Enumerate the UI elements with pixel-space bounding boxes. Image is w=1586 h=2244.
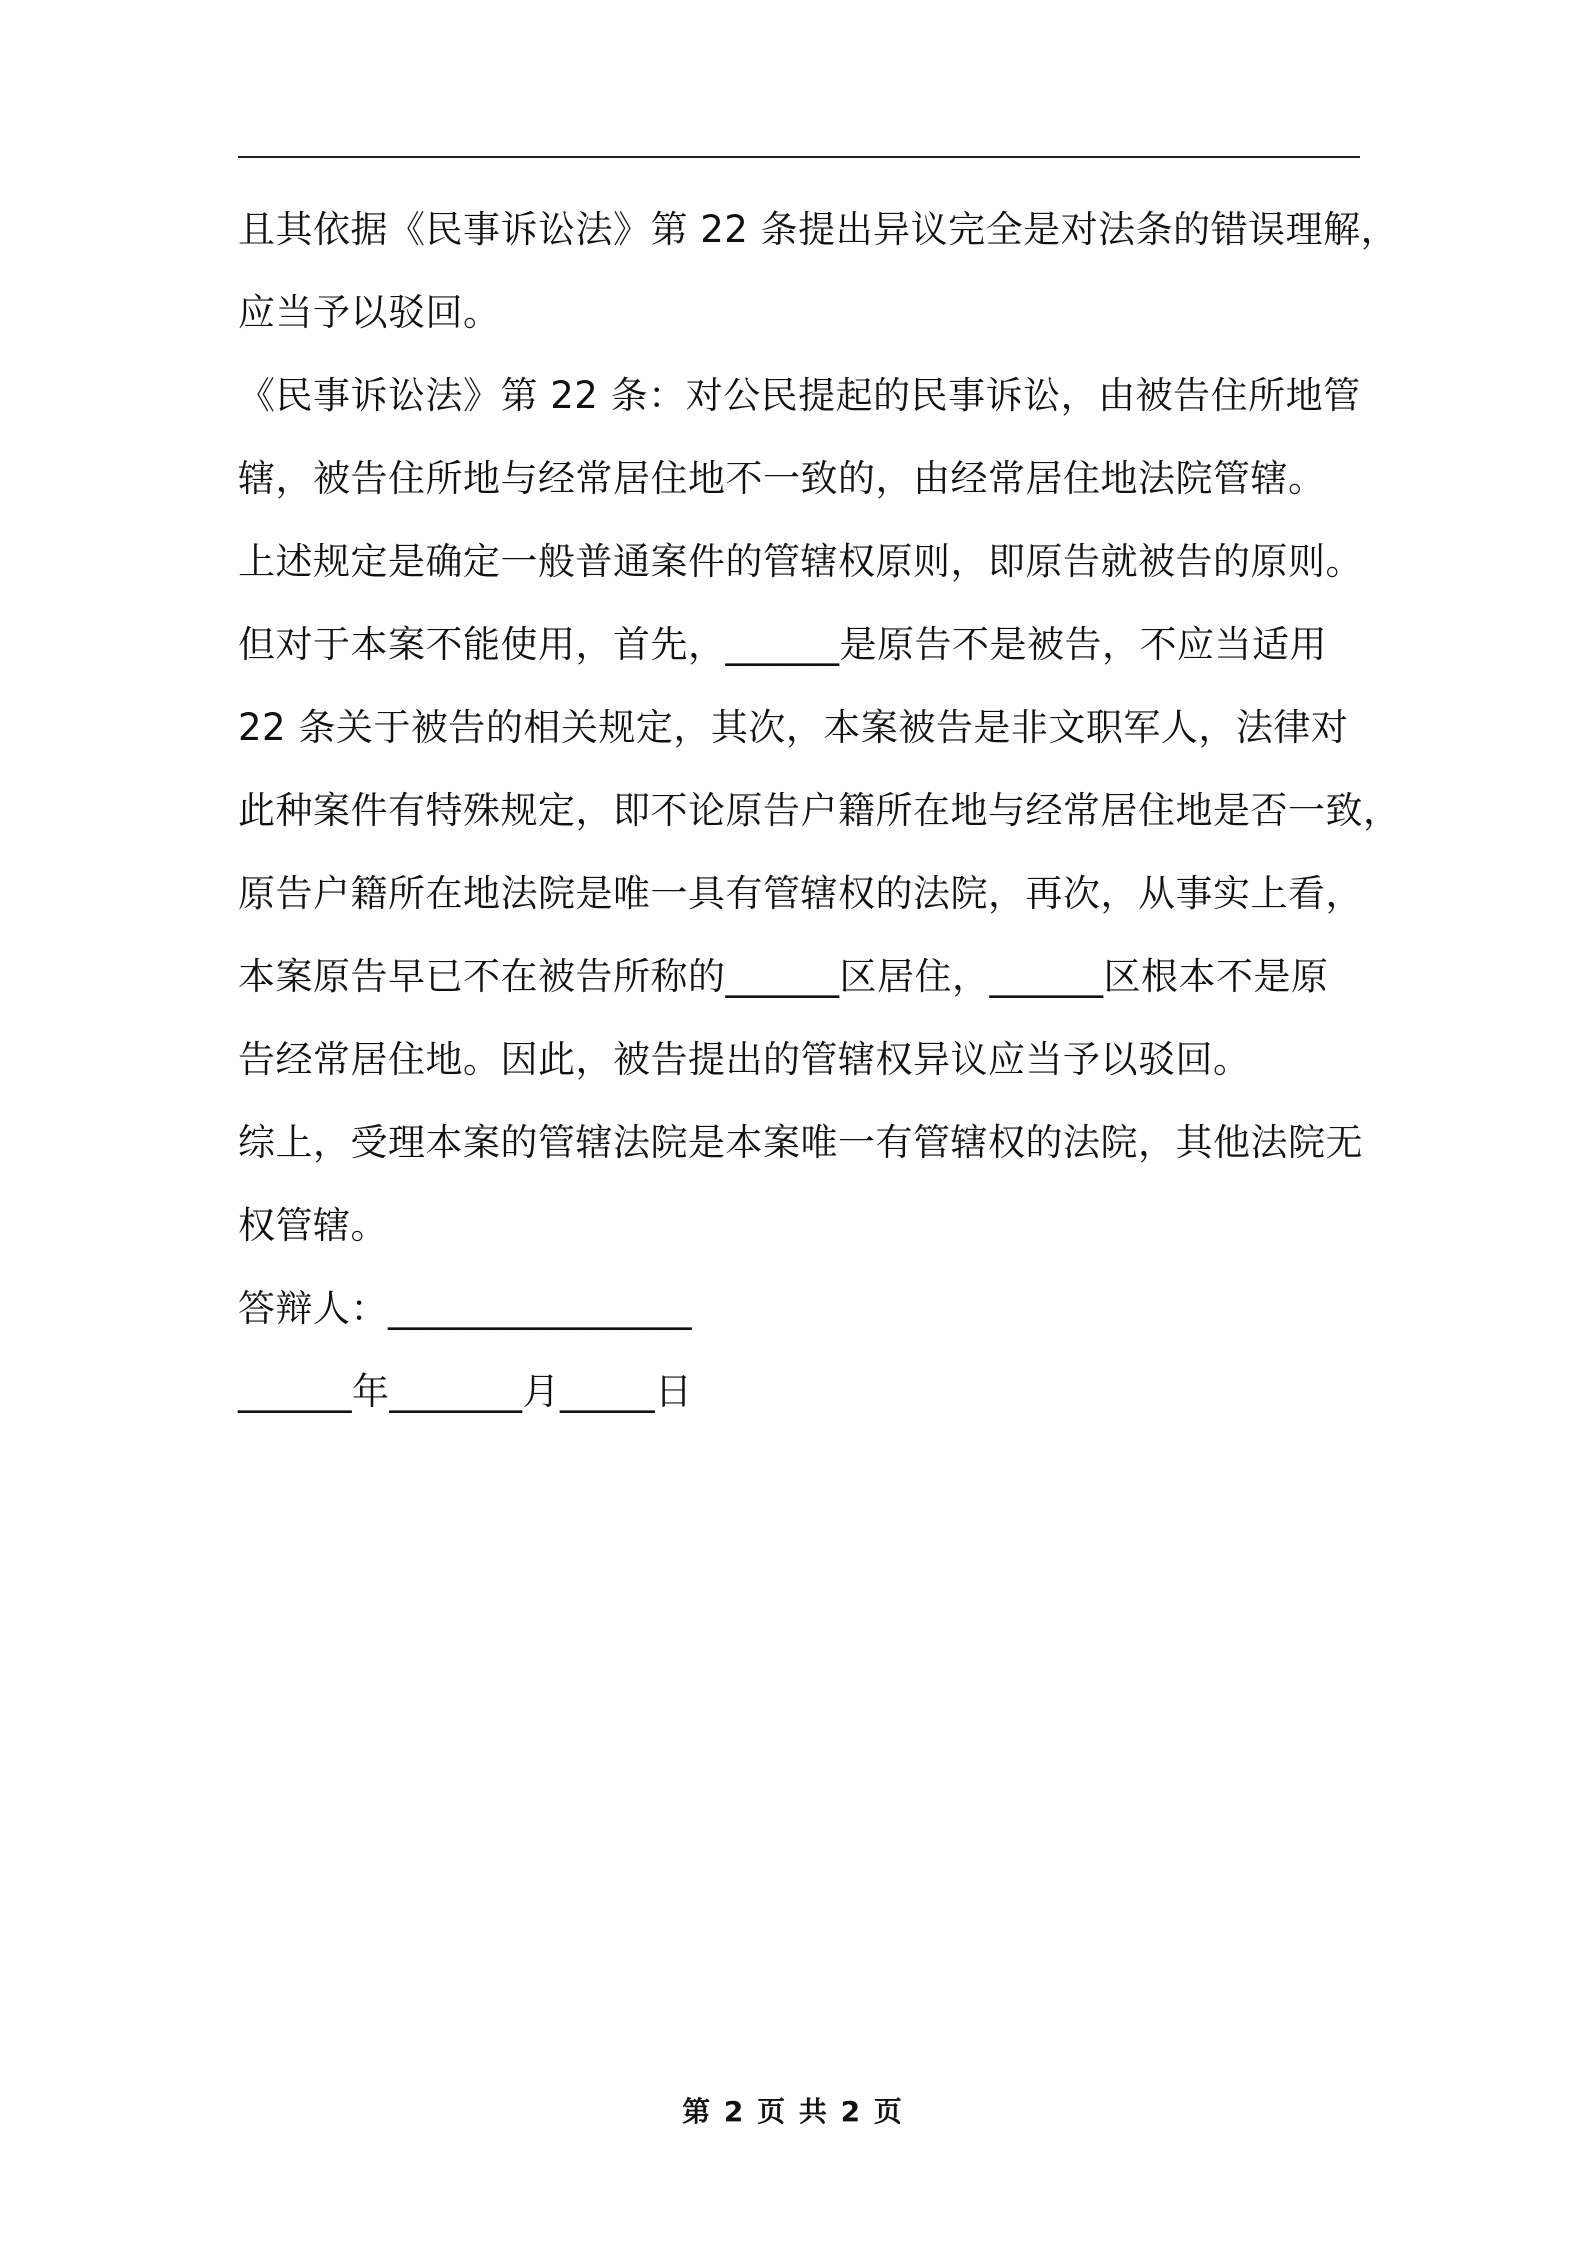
body-line: 综上，受理本案的管辖法院是本案唯一有管辖权的法院，其他法院无 bbox=[238, 1121, 1363, 1164]
header-divider bbox=[238, 156, 1360, 158]
body-line: 辖，被告住所地与经常居住地不一致的，由经常居住地法院管辖。 bbox=[238, 457, 1326, 500]
date-line: ______年_______月_____日 bbox=[238, 1370, 693, 1413]
body-line: 《民事诉讼法》第 22 条：对公民提起的民事诉讼，由被告住所地管 bbox=[238, 374, 1361, 417]
body-line: 原告户籍所在地法院是唯一具有管辖权的法院，再次，从事实上看， bbox=[238, 872, 1363, 915]
body-line: 告经常居住地。因此，被告提出的管辖权异议应当予以驳回。 bbox=[238, 1038, 1251, 1081]
document-body bbox=[238, 188, 1401, 1433]
body-line: 本案原告早已不在被告所称的______区居住，______区根本不是原 bbox=[238, 955, 1329, 998]
body-line: 权管辖。 bbox=[238, 1204, 388, 1247]
page-number: 第 2 页 共 2 页 bbox=[682, 2095, 904, 2128]
body-line: 但对于本案不能使用，首先，______是原告不是被告，不应当适用 bbox=[238, 623, 1327, 666]
body-line: 且其依据《民事诉讼法》第 22 条提出异议完全是对法条的错误理解， bbox=[238, 208, 1399, 251]
signature-line: 答辩人：________________ bbox=[238, 1287, 692, 1330]
body-line: 22 条关于被告的相关规定，其次，本案被告是非文职军人，法律对 bbox=[238, 706, 1349, 749]
body-line: 上述规定是确定一般普通案件的管辖权原则，即原告就被告的原则。 bbox=[238, 540, 1363, 583]
body-line: 应当予以驳回。 bbox=[238, 291, 501, 334]
body-line: 此种案件有特殊规定，即不论原告户籍所在地与经常居住地是否一致， bbox=[238, 789, 1401, 832]
